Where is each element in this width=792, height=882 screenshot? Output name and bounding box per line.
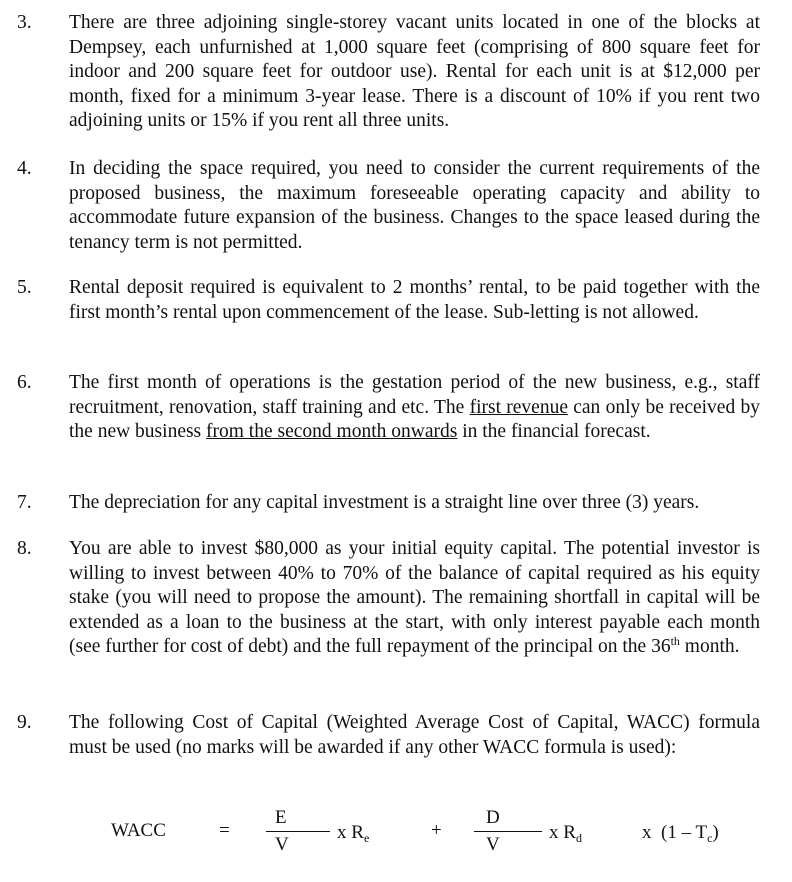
fraction-numerator: D	[486, 807, 500, 828]
item-number: 6.	[17, 372, 32, 393]
item-text	[69, 537, 760, 660]
item-text: Rental deposit required is equivalent to 2 months’ rental, to be paid together with the first month’s rental upon commencement of the lease. Sub-letting is not allowed.	[69, 277, 760, 323]
item-text: The following Cost of Capital (Weighted Average Cost of Capital, WACC) formula must be used (no marks will be awarded if any other WACC formula is used):	[69, 712, 760, 758]
item-text-part: The first month of operations is the gestation period of the new business, e.g., staff recruitment, renovation, staff training and etc. The	[69, 372, 760, 418]
fraction-denominator: V	[275, 834, 289, 855]
item-number: 5.	[17, 277, 32, 298]
term-rd	[549, 822, 582, 846]
term-label: x R	[549, 822, 576, 843]
item-number: 7.	[17, 492, 32, 513]
item-text: In deciding the space required, you need to consider the current requirements of the proposed business, the maximum foreseeable operating capacity and ability to accommodate future expansion of the business. Changes to the space leased during the tenancy term is not permitted.	[69, 158, 760, 253]
item-number: 4.	[17, 158, 32, 179]
term-label: x (1 – T	[642, 822, 708, 843]
fraction-bar	[266, 831, 330, 832]
term-label: x R	[337, 822, 364, 843]
subscript: d	[575, 831, 582, 845]
close-paren: )	[712, 822, 719, 843]
fraction-numerator: E	[275, 807, 287, 828]
term-re	[337, 822, 369, 846]
subscript: e	[363, 831, 370, 845]
formula-equals: =	[219, 820, 230, 841]
underlined-phrase: from the second month onwards	[206, 421, 458, 442]
wacc-formula	[0, 800, 792, 870]
item-text-part: month.	[679, 636, 740, 657]
item-text-part: can only be received by the new business	[69, 396, 760, 442]
item-number: 9.	[17, 712, 32, 733]
subscript: c	[707, 831, 713, 845]
item-text: The depreciation for any capital investment is a straight line over three (3) years.	[69, 492, 700, 513]
fraction-denominator: V	[486, 834, 500, 855]
formula-lhs: WACC	[111, 820, 166, 841]
underlined-phrase: first revenue	[469, 396, 568, 418]
item-number: 3.	[17, 12, 32, 33]
formula-plus: +	[431, 820, 442, 841]
item-text: There are three adjoining single-storey vacant units located in one of the blocks at Dempsey, each unfurnished at 1,000 square feet (comprising of 800 square feet for indoor and 200 square feet for outdoor use). Rental for each unit is at $12,000 per month, fixed for a minimum 3-year lease. There is a discount of 10% if you rent two adjoining units or 15% if you rent all three units.	[69, 12, 760, 131]
item-number: 8.	[17, 538, 32, 559]
item-text-part: in the financial forecast.	[457, 421, 651, 442]
superscript: th	[670, 634, 680, 648]
item-text	[69, 371, 760, 445]
term-tax	[642, 822, 719, 846]
item-text-part: You are able to invest $80,000 as your initial equity capital. The potential investor is willing to invest between 40% to 70% of the balance of capital required as his equity stake (you will need to propose the amount). The remaining shortfall in capital will be extended as a loan to the business at the start, with only interest payable each month (see further for cost of debt) and the full repayment of the principal on the 36	[69, 538, 760, 657]
fraction-bar	[474, 831, 542, 832]
